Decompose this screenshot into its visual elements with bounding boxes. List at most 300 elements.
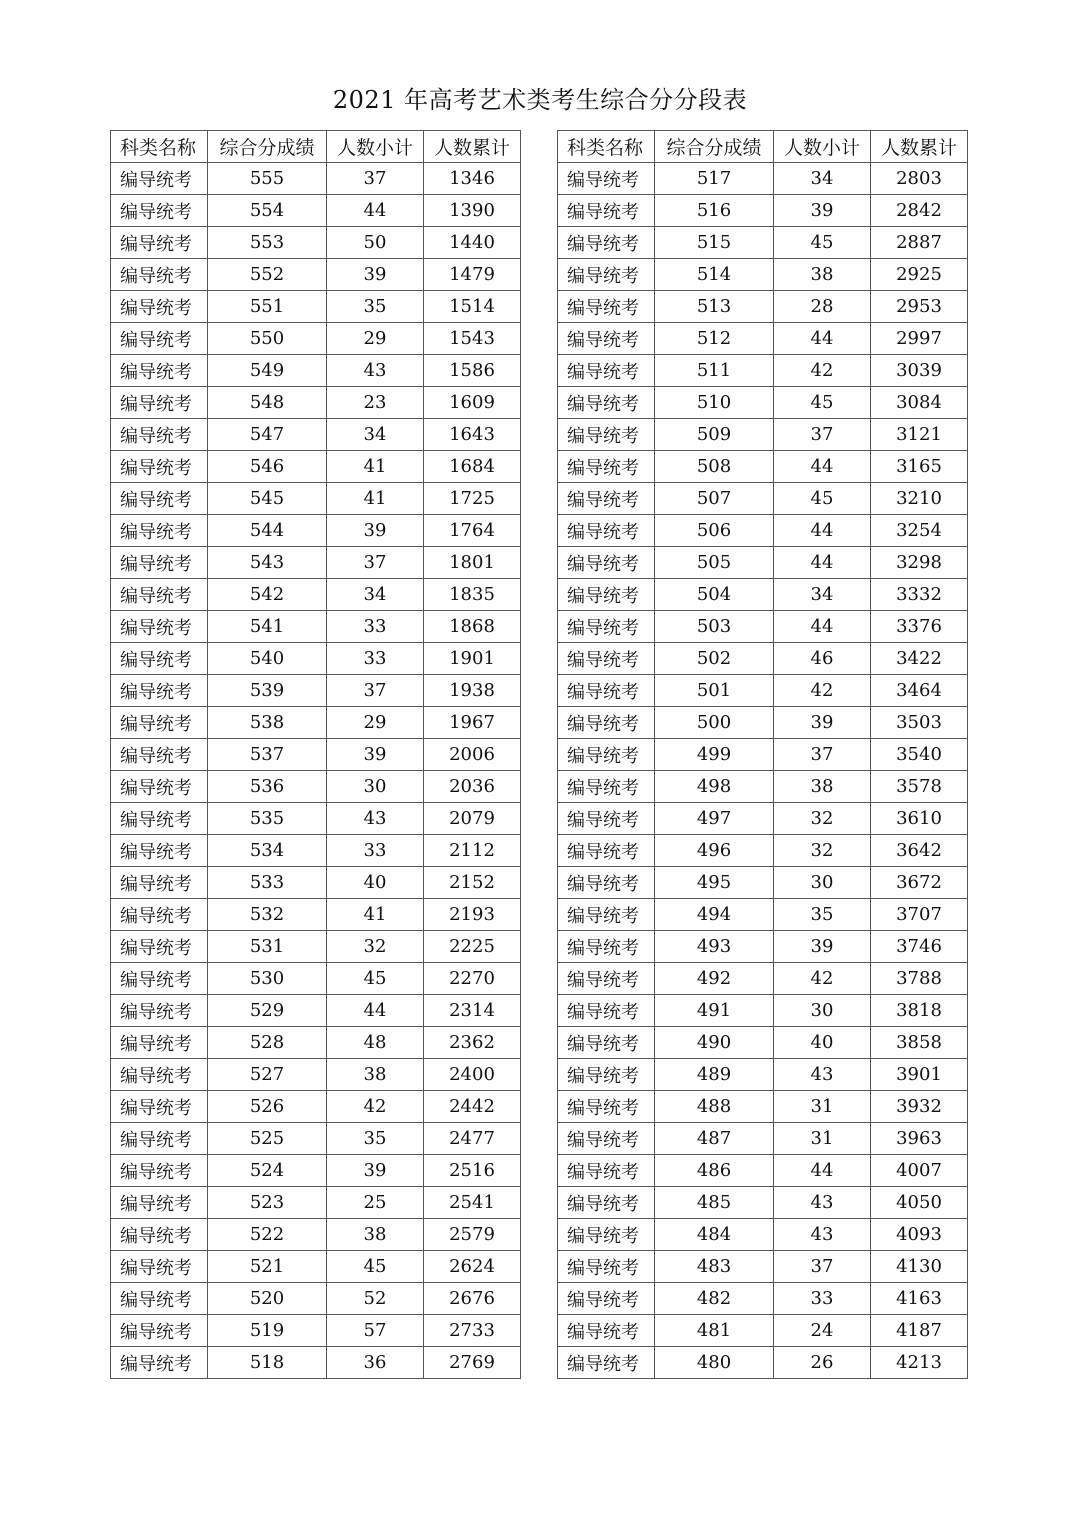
cell-category: 编导统考: [111, 739, 208, 771]
table-row: [111, 611, 521, 643]
cell-score: 553: [208, 227, 327, 259]
cell-score: 509: [655, 419, 774, 451]
cell-score: 549: [208, 355, 327, 387]
cell-cumulative: 2079: [424, 803, 521, 835]
cell-cumulative: 3039: [871, 355, 968, 387]
table-row: [558, 547, 968, 579]
cell-count: 44: [774, 515, 871, 547]
cell-category: 编导统考: [558, 899, 655, 931]
cell-score: 517: [655, 163, 774, 195]
cell-count: 32: [774, 835, 871, 867]
cell-category: 编导统考: [111, 963, 208, 995]
cell-count: 26: [774, 1347, 871, 1379]
cell-cumulative: 2541: [424, 1187, 521, 1219]
cell-category: 编导统考: [111, 675, 208, 707]
cell-cumulative: 4130: [871, 1251, 968, 1283]
table-row: [111, 1091, 521, 1123]
cell-count: 48: [327, 1027, 424, 1059]
cell-score: 483: [655, 1251, 774, 1283]
cell-cumulative: 2442: [424, 1091, 521, 1123]
cell-count: 23: [327, 387, 424, 419]
table-row: [558, 1091, 968, 1123]
cell-score: 506: [655, 515, 774, 547]
cell-score: 545: [208, 483, 327, 515]
cell-count: 45: [327, 1251, 424, 1283]
cell-score: 500: [655, 707, 774, 739]
table-header-row: [558, 131, 968, 163]
cell-cumulative: 1479: [424, 259, 521, 291]
cell-cumulative: 1346: [424, 163, 521, 195]
cell-category: 编导统考: [558, 771, 655, 803]
cell-cumulative: 3788: [871, 963, 968, 995]
cell-score: 507: [655, 483, 774, 515]
cell-category: 编导统考: [558, 227, 655, 259]
cell-category: 编导统考: [111, 995, 208, 1027]
cell-cumulative: 2769: [424, 1347, 521, 1379]
cell-category: 编导统考: [558, 1091, 655, 1123]
cell-cumulative: 2036: [424, 771, 521, 803]
cell-category: 编导统考: [111, 835, 208, 867]
cell-score: 523: [208, 1187, 327, 1219]
cell-score: 494: [655, 899, 774, 931]
cell-cumulative: 3578: [871, 771, 968, 803]
cell-score: 531: [208, 931, 327, 963]
cell-score: 497: [655, 803, 774, 835]
cell-cumulative: 3210: [871, 483, 968, 515]
cell-category: 编导统考: [111, 227, 208, 259]
table-row: [558, 1251, 968, 1283]
cell-category: 编导统考: [111, 1123, 208, 1155]
cell-count: 33: [327, 835, 424, 867]
cell-count: 41: [327, 483, 424, 515]
table-row: [558, 1187, 968, 1219]
cell-cumulative: 2842: [871, 195, 968, 227]
cell-score: 511: [655, 355, 774, 387]
cell-cumulative: 3503: [871, 707, 968, 739]
table-row: [111, 259, 521, 291]
cell-category: 编导统考: [111, 1155, 208, 1187]
cell-score: 528: [208, 1027, 327, 1059]
cell-category: 编导统考: [111, 483, 208, 515]
cell-score: 527: [208, 1059, 327, 1091]
cell-count: 52: [327, 1283, 424, 1315]
table-row: [111, 451, 521, 483]
score-table-right: [557, 130, 968, 1379]
cell-category: 编导统考: [111, 1187, 208, 1219]
cell-category: 编导统考: [111, 323, 208, 355]
cell-count: 45: [327, 963, 424, 995]
cell-score: 550: [208, 323, 327, 355]
cell-category: 编导统考: [558, 1347, 655, 1379]
cell-count: 32: [327, 931, 424, 963]
cell-category: 编导统考: [558, 1187, 655, 1219]
cell-score: 526: [208, 1091, 327, 1123]
cell-category: 编导统考: [111, 1059, 208, 1091]
cell-score: 485: [655, 1187, 774, 1219]
cell-cumulative: 4213: [871, 1347, 968, 1379]
cell-category: 编导统考: [558, 419, 655, 451]
table-row: [111, 1187, 521, 1219]
cell-score: 529: [208, 995, 327, 1027]
table-row: [111, 995, 521, 1027]
page-title: 2021 年高考艺术类考生综合分分段表: [332, 86, 748, 114]
cell-score: 542: [208, 579, 327, 611]
cell-category: 编导统考: [558, 707, 655, 739]
cell-category: 编导统考: [558, 547, 655, 579]
header-count: 人数小计: [327, 131, 424, 163]
cell-category: 编导统考: [111, 931, 208, 963]
cell-count: 29: [327, 323, 424, 355]
cell-cumulative: 1643: [424, 419, 521, 451]
table-row: [111, 739, 521, 771]
cell-cumulative: 3084: [871, 387, 968, 419]
table-row: [558, 835, 968, 867]
table-row: [558, 1347, 968, 1379]
table-row: [111, 419, 521, 451]
table-row: [558, 163, 968, 195]
cell-score: 537: [208, 739, 327, 771]
cell-count: 37: [327, 675, 424, 707]
table-row: [558, 515, 968, 547]
table-row: [111, 291, 521, 323]
table-row: [111, 643, 521, 675]
cell-cumulative: 3610: [871, 803, 968, 835]
cell-score: 498: [655, 771, 774, 803]
table-row: [558, 195, 968, 227]
cell-category: 编导统考: [111, 1219, 208, 1251]
cell-score: 502: [655, 643, 774, 675]
cell-category: 编导统考: [111, 259, 208, 291]
cell-category: 编导统考: [111, 451, 208, 483]
cell-cumulative: 1543: [424, 323, 521, 355]
cell-cumulative: 2225: [424, 931, 521, 963]
cell-count: 35: [327, 291, 424, 323]
cell-cumulative: 3332: [871, 579, 968, 611]
cell-count: 37: [774, 739, 871, 771]
cell-category: 编导统考: [558, 611, 655, 643]
cell-score: 480: [655, 1347, 774, 1379]
cell-count: 36: [327, 1347, 424, 1379]
table-row: [558, 739, 968, 771]
table-row: [111, 579, 521, 611]
table-body-left: [111, 163, 521, 1379]
table-row: [558, 707, 968, 739]
table-row: [111, 1251, 521, 1283]
cell-count: 35: [327, 1123, 424, 1155]
cell-count: 28: [774, 291, 871, 323]
table-row: [111, 387, 521, 419]
cell-score: 508: [655, 451, 774, 483]
cell-cumulative: 3298: [871, 547, 968, 579]
table-row: [558, 259, 968, 291]
cell-cumulative: 1440: [424, 227, 521, 259]
table-row: [111, 195, 521, 227]
cell-score: 503: [655, 611, 774, 643]
cell-score: 493: [655, 931, 774, 963]
cell-count: 43: [327, 803, 424, 835]
cell-cumulative: 2676: [424, 1283, 521, 1315]
cell-count: 35: [774, 899, 871, 931]
cell-category: 编导统考: [558, 675, 655, 707]
cell-category: 编导统考: [558, 1027, 655, 1059]
table-row: [558, 931, 968, 963]
table-row: [111, 1027, 521, 1059]
cell-cumulative: 2193: [424, 899, 521, 931]
cell-cumulative: 2006: [424, 739, 521, 771]
cell-count: 44: [774, 547, 871, 579]
cell-cumulative: 3165: [871, 451, 968, 483]
table-row: [111, 803, 521, 835]
cell-category: 编导统考: [111, 1091, 208, 1123]
cell-count: 37: [327, 163, 424, 195]
header-score: 综合分成绩: [208, 131, 327, 163]
table-row: [558, 1027, 968, 1059]
cell-count: 37: [774, 419, 871, 451]
cell-cumulative: 2477: [424, 1123, 521, 1155]
cell-count: 37: [774, 1251, 871, 1283]
cell-count: 45: [774, 387, 871, 419]
cell-category: 编导统考: [558, 195, 655, 227]
cell-count: 33: [327, 643, 424, 675]
cell-category: 编导统考: [558, 963, 655, 995]
table-row: [558, 451, 968, 483]
cell-cumulative: 3963: [871, 1123, 968, 1155]
cell-count: 34: [327, 579, 424, 611]
cell-score: 520: [208, 1283, 327, 1315]
cell-cumulative: 3422: [871, 643, 968, 675]
cell-category: 编导统考: [558, 259, 655, 291]
cell-cumulative: 3642: [871, 835, 968, 867]
table-row: [111, 771, 521, 803]
table-row: [558, 867, 968, 899]
cell-score: 512: [655, 323, 774, 355]
cell-score: 515: [655, 227, 774, 259]
cell-count: 45: [774, 227, 871, 259]
table-row: [558, 803, 968, 835]
cell-count: 43: [774, 1187, 871, 1219]
cell-category: 编导统考: [111, 899, 208, 931]
table-row: [111, 1315, 521, 1347]
cell-score: 552: [208, 259, 327, 291]
table-row: [558, 579, 968, 611]
table-row: [111, 1347, 521, 1379]
cell-cumulative: 3932: [871, 1091, 968, 1123]
cell-category: 编导统考: [558, 1251, 655, 1283]
table-row: [558, 419, 968, 451]
cell-count: 46: [774, 643, 871, 675]
cell-category: 编导统考: [558, 1155, 655, 1187]
cell-score: 516: [655, 195, 774, 227]
cell-count: 39: [327, 1155, 424, 1187]
cell-score: 554: [208, 195, 327, 227]
cell-score: 499: [655, 739, 774, 771]
cell-score: 505: [655, 547, 774, 579]
cell-score: 491: [655, 995, 774, 1027]
cell-count: 41: [327, 451, 424, 483]
cell-cumulative: 3746: [871, 931, 968, 963]
cell-count: 44: [327, 195, 424, 227]
cell-category: 编导统考: [111, 163, 208, 195]
cell-score: 504: [655, 579, 774, 611]
cell-cumulative: 1514: [424, 291, 521, 323]
cell-category: 编导统考: [558, 643, 655, 675]
table-row: [558, 483, 968, 515]
cell-cumulative: 1390: [424, 195, 521, 227]
header-score: 综合分成绩: [655, 131, 774, 163]
header-category: 科类名称: [558, 131, 655, 163]
cell-count: 43: [774, 1059, 871, 1091]
table-row: [558, 995, 968, 1027]
cell-category: 编导统考: [111, 419, 208, 451]
cell-score: 540: [208, 643, 327, 675]
cell-cumulative: 3707: [871, 899, 968, 931]
table-row: [558, 643, 968, 675]
cell-cumulative: 1801: [424, 547, 521, 579]
cell-cumulative: 2925: [871, 259, 968, 291]
table-row: [558, 323, 968, 355]
cell-count: 34: [774, 163, 871, 195]
cell-category: 编导统考: [558, 1315, 655, 1347]
cell-category: 编导统考: [558, 451, 655, 483]
cell-category: 编导统考: [111, 611, 208, 643]
cell-count: 34: [327, 419, 424, 451]
cell-category: 编导统考: [111, 1251, 208, 1283]
cell-score: 482: [655, 1283, 774, 1315]
cell-category: 编导统考: [111, 291, 208, 323]
cell-cumulative: 1938: [424, 675, 521, 707]
cell-cumulative: 2803: [871, 163, 968, 195]
table-row: [558, 291, 968, 323]
cell-count: 44: [774, 611, 871, 643]
cell-cumulative: 3858: [871, 1027, 968, 1059]
cell-count: 38: [774, 771, 871, 803]
cell-count: 38: [327, 1219, 424, 1251]
cell-score: 546: [208, 451, 327, 483]
cell-category: 编导统考: [558, 995, 655, 1027]
cell-cumulative: 2112: [424, 835, 521, 867]
cell-cumulative: 2152: [424, 867, 521, 899]
cell-count: 44: [327, 995, 424, 1027]
cell-count: 42: [774, 355, 871, 387]
cell-score: 481: [655, 1315, 774, 1347]
cell-category: 编导统考: [111, 643, 208, 675]
table-row: [558, 771, 968, 803]
cell-count: 57: [327, 1315, 424, 1347]
cell-cumulative: 2516: [424, 1155, 521, 1187]
cell-score: 535: [208, 803, 327, 835]
table-row: [111, 1059, 521, 1091]
cell-count: 30: [774, 867, 871, 899]
cell-category: 编导统考: [558, 579, 655, 611]
cell-count: 44: [774, 451, 871, 483]
cell-cumulative: 1835: [424, 579, 521, 611]
cell-category: 编导统考: [558, 1123, 655, 1155]
cell-score: 522: [208, 1219, 327, 1251]
cell-category: 编导统考: [558, 387, 655, 419]
cell-score: 490: [655, 1027, 774, 1059]
cell-category: 编导统考: [558, 1283, 655, 1315]
cell-category: 编导统考: [558, 835, 655, 867]
cell-score: 496: [655, 835, 774, 867]
cell-score: 544: [208, 515, 327, 547]
cell-cumulative: 1764: [424, 515, 521, 547]
table-row: [111, 1283, 521, 1315]
cell-count: 31: [774, 1123, 871, 1155]
cell-count: 50: [327, 227, 424, 259]
cell-count: 38: [774, 259, 871, 291]
table-row: [558, 1219, 968, 1251]
cell-category: 编导统考: [111, 515, 208, 547]
cell-count: 44: [774, 323, 871, 355]
cell-score: 525: [208, 1123, 327, 1155]
header-category: 科类名称: [111, 131, 208, 163]
cell-score: 555: [208, 163, 327, 195]
cell-count: 29: [327, 707, 424, 739]
cell-category: 编导统考: [111, 355, 208, 387]
table-row: [558, 899, 968, 931]
table-body-right: [558, 163, 968, 1379]
cell-category: 编导统考: [111, 547, 208, 579]
cell-score: 487: [655, 1123, 774, 1155]
cell-score: 510: [655, 387, 774, 419]
cell-cumulative: 2624: [424, 1251, 521, 1283]
cell-cumulative: 1684: [424, 451, 521, 483]
table-row: [111, 931, 521, 963]
cell-category: 编导统考: [558, 1219, 655, 1251]
cell-cumulative: 4007: [871, 1155, 968, 1187]
cell-count: 37: [327, 547, 424, 579]
cell-count: 42: [774, 963, 871, 995]
cell-score: 539: [208, 675, 327, 707]
table-row: [558, 611, 968, 643]
cell-cumulative: 2362: [424, 1027, 521, 1059]
header-cumulative: 人数累计: [424, 131, 521, 163]
cell-score: 489: [655, 1059, 774, 1091]
cell-score: 524: [208, 1155, 327, 1187]
cell-cumulative: 1967: [424, 707, 521, 739]
cell-category: 编导统考: [111, 1027, 208, 1059]
cell-count: 39: [327, 259, 424, 291]
cell-score: 513: [655, 291, 774, 323]
table-row: [111, 675, 521, 707]
table-row: [111, 1155, 521, 1187]
cell-score: 548: [208, 387, 327, 419]
cell-cumulative: 4163: [871, 1283, 968, 1315]
cell-cumulative: 4187: [871, 1315, 968, 1347]
header-cumulative: 人数累计: [871, 131, 968, 163]
cell-category: 编导统考: [111, 195, 208, 227]
cell-category: 编导统考: [111, 579, 208, 611]
cell-cumulative: 4093: [871, 1219, 968, 1251]
cell-count: 43: [327, 355, 424, 387]
table-row: [558, 355, 968, 387]
cell-cumulative: 3672: [871, 867, 968, 899]
cell-category: 编导统考: [111, 1283, 208, 1315]
cell-category: 编导统考: [111, 387, 208, 419]
cell-score: 501: [655, 675, 774, 707]
cell-cumulative: 2314: [424, 995, 521, 1027]
table-row: [558, 1123, 968, 1155]
header-count: 人数小计: [774, 131, 871, 163]
cell-category: 编导统考: [558, 739, 655, 771]
cell-cumulative: 2887: [871, 227, 968, 259]
cell-cumulative: 2579: [424, 1219, 521, 1251]
table-row: [111, 1123, 521, 1155]
table-row: [111, 963, 521, 995]
cell-score: 495: [655, 867, 774, 899]
cell-cumulative: 2270: [424, 963, 521, 995]
cell-score: 530: [208, 963, 327, 995]
